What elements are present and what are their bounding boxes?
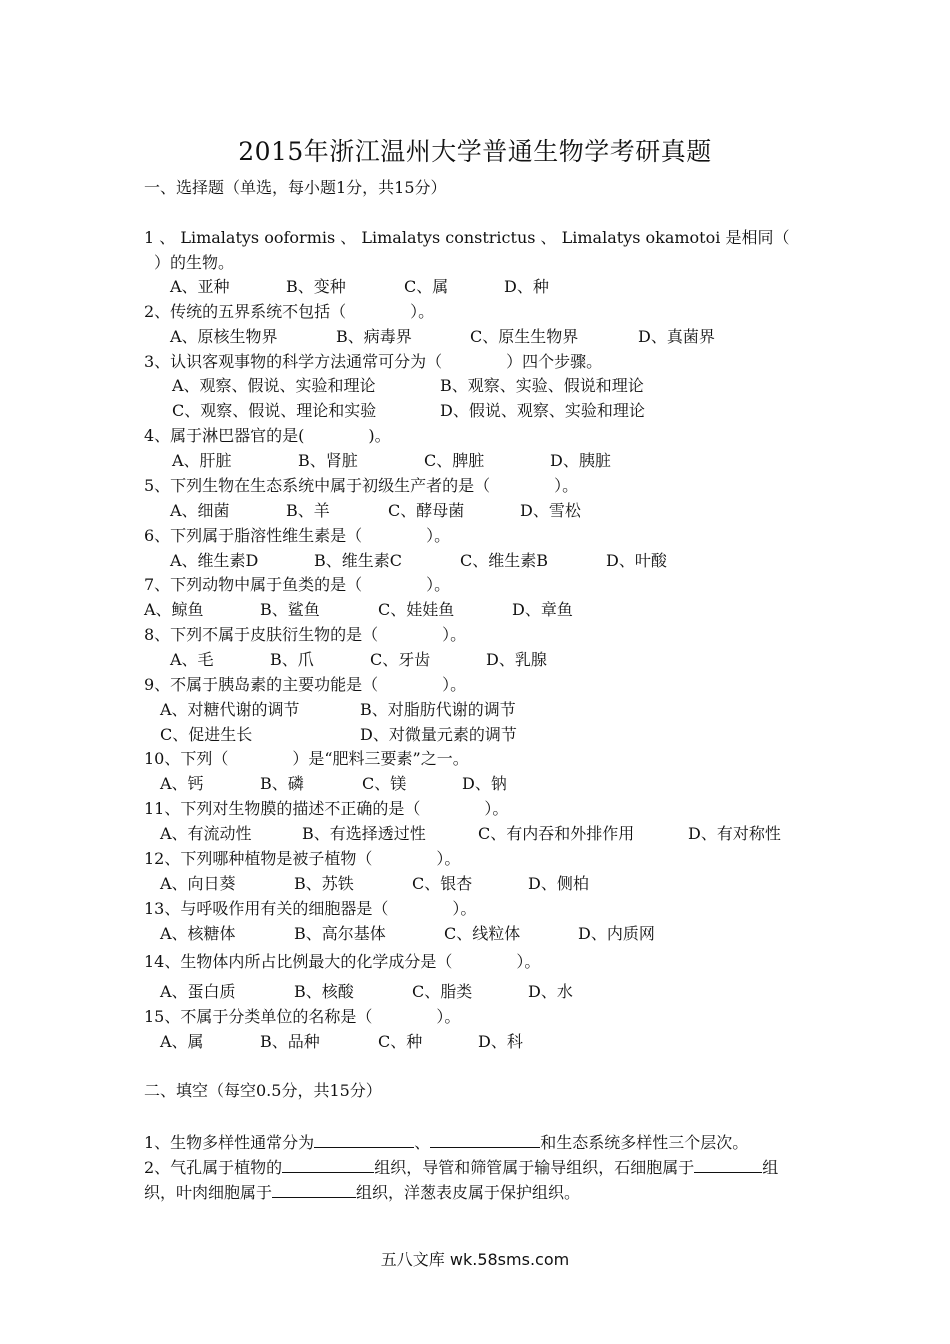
q1-option-c: C、属 bbox=[404, 277, 449, 296]
q12-option-d: D、侧柏 bbox=[528, 874, 589, 893]
q4-option-d: D、胰脏 bbox=[550, 451, 611, 470]
q11-option-b: B、有选择透过性 bbox=[302, 824, 426, 843]
q11-option-a: A、有流动性 bbox=[160, 824, 252, 843]
q8-option-a: A、毛 bbox=[170, 650, 214, 669]
fill-question-2-line2 bbox=[144, 1180, 580, 1204]
question-10: 10、下列（ ）是“肥料三要素”之一。 bbox=[144, 749, 469, 768]
q7-option-d: D、章鱼 bbox=[512, 600, 573, 619]
q2-option-c: C、原生生物界 bbox=[470, 327, 579, 346]
question-7: 7、下列动物中属于鱼类的是（ ）。 bbox=[144, 575, 451, 594]
question-3: 3、认识客观事物的科学方法通常可分为（ ）四个步骤。 bbox=[144, 352, 603, 371]
q6-option-d: D、叶酸 bbox=[606, 551, 667, 570]
q12-option-b: B、苏铁 bbox=[294, 874, 354, 893]
q8-option-c: C、牙齿 bbox=[370, 650, 431, 669]
section1-heading: 一、选择题（单选，每小题1分，共15分） bbox=[144, 178, 447, 197]
q6-option-b: B、维生素C bbox=[314, 551, 403, 570]
fill-blank bbox=[314, 1130, 414, 1148]
q3-option-a: A、观察、假说、实验和理论 bbox=[172, 376, 376, 395]
fill-blank bbox=[430, 1130, 540, 1148]
question-11: 11、下列对生物膜的描述不正确的是（ ）。 bbox=[144, 799, 509, 818]
q15-option-a: A、属 bbox=[160, 1032, 204, 1051]
question-5: 5、下列生物在生态系统中属于初级生产者的是（ ）。 bbox=[144, 476, 579, 495]
q15-option-b: B、品种 bbox=[260, 1032, 320, 1051]
q9-option-b: B、对脂肪代谢的调节 bbox=[360, 700, 516, 719]
question-6: 6、下列属于脂溶性维生素是（ ）。 bbox=[144, 526, 451, 545]
q15-option-d: D、科 bbox=[478, 1032, 523, 1051]
q15-option-c: C、种 bbox=[378, 1032, 423, 1051]
q9-option-c: C、促进生长 bbox=[160, 725, 253, 744]
question-4: 4、属于淋巴器官的是( )。 bbox=[144, 426, 391, 445]
q5-option-b: B、羊 bbox=[286, 501, 330, 520]
fill-q2-text-c: 组 bbox=[762, 1158, 779, 1177]
question-1-line1: 1 、 Limalatys ooformis 、 Limalatys constrictus 、 Limalatys okamotoi 是相同（ bbox=[144, 228, 790, 247]
fill-q1-text-c: 和生态系统多样性三个层次。 bbox=[540, 1133, 749, 1152]
fill-question-1 bbox=[144, 1130, 748, 1154]
fill-q2-text-d: 织，叶肉细胞属于 bbox=[144, 1183, 273, 1202]
q14-option-b: B、核酸 bbox=[294, 982, 354, 1001]
question-1-line2: ）的生物。 bbox=[154, 253, 235, 272]
q6-option-a: A、维生素D bbox=[170, 551, 259, 570]
q14-option-c: C、脂类 bbox=[412, 982, 473, 1001]
q7-option-b: B、鲨鱼 bbox=[260, 600, 320, 619]
q5-option-c: C、酵母菌 bbox=[388, 501, 465, 520]
page-title: 2015年浙江温州大学普通生物学考研真题 bbox=[238, 137, 712, 166]
q3-option-c: C、观察、假说、理论和实验 bbox=[172, 401, 377, 420]
q7-option-a: A、鲸鱼 bbox=[144, 600, 204, 619]
q4-option-a: A、肝脏 bbox=[172, 451, 232, 470]
footer-watermark: 五八文库 wk.58sms.com bbox=[380, 1250, 570, 1269]
q8-option-b: B、爪 bbox=[270, 650, 314, 669]
q14-option-a: A、蛋白质 bbox=[160, 982, 236, 1001]
q1-option-d: D、种 bbox=[504, 277, 549, 296]
q9-option-a: A、对糖代谢的调节 bbox=[160, 700, 300, 719]
fill-q2-text-e: 组织，洋葱表皮属于保护组织。 bbox=[356, 1183, 581, 1202]
q10-option-d: D、钠 bbox=[462, 774, 507, 793]
q10-option-c: C、镁 bbox=[362, 774, 407, 793]
q13-option-b: B、高尔基体 bbox=[294, 924, 386, 943]
q2-option-a: A、原核生物界 bbox=[170, 327, 278, 346]
section2-heading: 二、填空（每空0.5分，共15分） bbox=[144, 1081, 382, 1100]
fill-q1-text-b: 、 bbox=[414, 1133, 431, 1152]
q3-option-b: B、观察、实验、假说和理论 bbox=[440, 376, 644, 395]
question-9: 9、不属于胰岛素的主要功能是（ ）。 bbox=[144, 675, 467, 694]
q6-option-c: C、维生素B bbox=[460, 551, 549, 570]
q12-option-a: A、向日葵 bbox=[160, 874, 236, 893]
fill-q1-text-a: 1、生物多样性通常分为 bbox=[144, 1133, 315, 1152]
question-14: 14、生物体内所占比例最大的化学成分是（ ）。 bbox=[144, 952, 541, 971]
q1-option-a: A、亚种 bbox=[170, 277, 230, 296]
q10-option-a: A、钙 bbox=[160, 774, 204, 793]
question-13: 13、与呼吸作用有关的细胞器是（ ）。 bbox=[144, 899, 477, 918]
fill-blank bbox=[694, 1155, 762, 1173]
q13-option-d: D、内质网 bbox=[578, 924, 655, 943]
question-12: 12、下列哪种植物是被子植物（ ）。 bbox=[144, 849, 461, 868]
q2-option-d: D、真菌界 bbox=[638, 327, 715, 346]
q11-option-d: D、有对称性 bbox=[688, 824, 781, 843]
fill-q2-text-b: 组织，导管和筛管属于输导组织，石细胞属于 bbox=[374, 1158, 695, 1177]
q13-option-a: A、核糖体 bbox=[160, 924, 236, 943]
q11-option-c: C、有内吞和外排作用 bbox=[478, 824, 635, 843]
q5-option-d: D、雪松 bbox=[520, 501, 581, 520]
fill-question-2-line1 bbox=[144, 1155, 778, 1179]
q12-option-c: C、银杏 bbox=[412, 874, 473, 893]
question-15: 15、不属于分类单位的名称是（ ）。 bbox=[144, 1007, 461, 1026]
fill-blank bbox=[272, 1180, 356, 1198]
q4-option-b: B、肾脏 bbox=[298, 451, 358, 470]
question-2: 2、传统的五界系统不包括（ ）。 bbox=[144, 302, 435, 321]
q1-option-b: B、变种 bbox=[286, 277, 346, 296]
fill-q2-text-a: 2、气孔属于植物的 bbox=[144, 1158, 283, 1177]
q3-option-d: D、假说、观察、实验和理论 bbox=[440, 401, 645, 420]
q8-option-d: D、乳腺 bbox=[486, 650, 547, 669]
q9-option-d: D、对微量元素的调节 bbox=[360, 725, 517, 744]
q13-option-c: C、线粒体 bbox=[444, 924, 521, 943]
fill-blank bbox=[282, 1155, 374, 1173]
q5-option-a: A、细菌 bbox=[170, 501, 230, 520]
q2-option-b: B、病毒界 bbox=[336, 327, 412, 346]
q10-option-b: B、磷 bbox=[260, 774, 304, 793]
q7-option-c: C、娃娃鱼 bbox=[378, 600, 455, 619]
question-8: 8、下列不属于皮肤衍生物的是（ ）。 bbox=[144, 625, 467, 644]
q4-option-c: C、脾脏 bbox=[424, 451, 485, 470]
q14-option-d: D、水 bbox=[528, 982, 573, 1001]
